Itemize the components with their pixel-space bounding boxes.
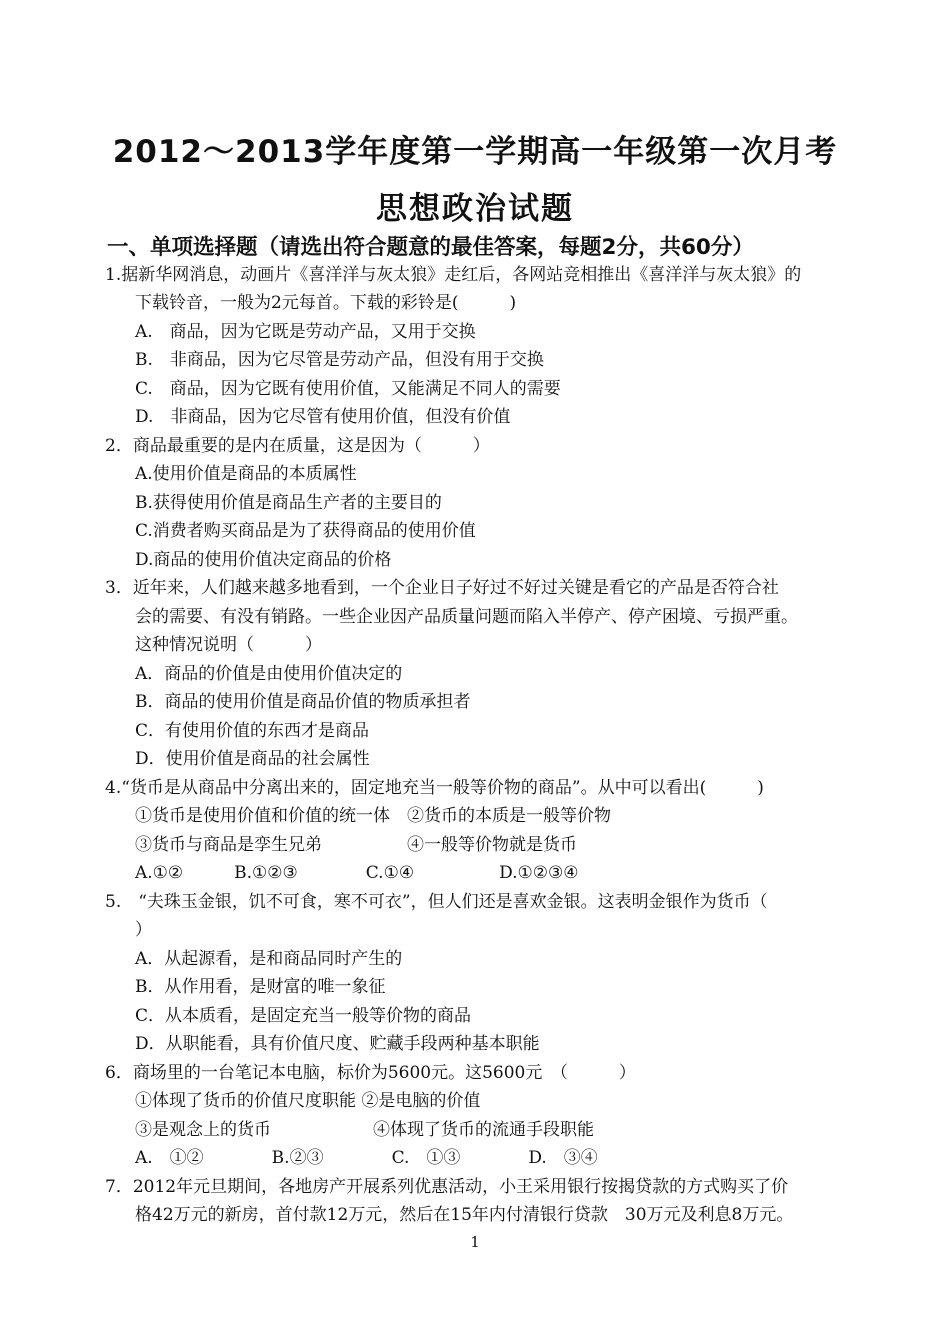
- section-heading: 一、单项选择题（请选出符合题意的最佳答案，每题2分，共60分）: [107, 235, 754, 260]
- question-4-statements: ①货币是使用价值和价值的统一体 ②货币的本质是一般等价物: [135, 806, 611, 826]
- exam-title: 2012～2013学年度第一学期高一年级第一次月考: [112, 134, 838, 170]
- question-1-option-d: D. 非商品，因为它尽管有使用价值，但没有价值: [135, 407, 511, 427]
- page-number: 1: [470, 1233, 480, 1251]
- question-1-option-b: B. 非商品，因为它尽管是劳动产品，但没有用于交换: [135, 350, 544, 370]
- question-4-stem: 4.“货币是从商品中分离出来的，固定地充当一般等价物的商品”。从中可以看出( ): [105, 778, 764, 798]
- question-3-stem: 3．近年来，人们越来越多地看到，一个企业日子好过不好过关键是看它的产品是否符合社: [105, 578, 779, 598]
- question-5-option-a: A．从起源看，是和商品同时产生的: [135, 949, 403, 969]
- question-3-stem-cont: 会的需要、有没有销路。一些企业因产品质量问题而陷入半停产、停产困境、亏损严重。: [135, 607, 798, 627]
- question-2-option-b: B.获得使用价值是商品生产者的主要目的: [135, 493, 442, 513]
- question-2-option-d: D.商品的使用价值决定商品的价格: [135, 550, 392, 570]
- question-3-option-c: C．有使用价值的东西才是商品: [135, 721, 370, 741]
- question-1-stem: 1.据新华网消息，动画片《喜洋洋与灰太狼》走红后，各网站竞相推出《喜洋洋与灰太狼》的: [105, 265, 802, 285]
- question-5-option-b: B．从作用看，是财富的唯一象征: [135, 977, 386, 997]
- exam-subtitle: 思想政治试题: [376, 191, 574, 227]
- question-5-option-d: D．从职能看，具有价值尺度、贮藏手段两种基本职能: [135, 1034, 540, 1054]
- question-6-options: A. ①② B.②③ C. ①③ D. ③④: [135, 1148, 598, 1168]
- question-5-option-c: C．从本质看，是固定充当一般等价物的商品: [135, 1006, 472, 1026]
- question-1-stem-cont: 下载铃音，一般为2元每首。下载的彩铃是( ): [135, 293, 517, 313]
- question-4-options: A.①② B.①②③ C.①④ D.①②③④: [135, 863, 579, 883]
- question-6-statements: ①体现了货币的价值尺度职能 ②是电脑的价值: [135, 1091, 481, 1111]
- question-3-option-a: A．商品的价值是由使用价值决定的: [135, 664, 403, 684]
- question-3-option-d: D．使用价值是商品的社会属性: [135, 749, 370, 769]
- question-6-stem: 6．商场里的一台笔记本电脑，标价为5600元。这5600元 （ ）: [105, 1063, 636, 1083]
- question-6-statements: ③是观念上的货币 ④体现了货币的流通手段职能: [135, 1120, 594, 1140]
- question-4-statements: ③货币与商品是孪生兄弟 ④一般等价物就是货币: [135, 835, 577, 855]
- question-2-stem: 2．商品最重要的是内在质量，这是因为（ ）: [105, 436, 490, 456]
- question-2-option-a: A.使用价值是商品的本质属性: [135, 464, 357, 484]
- question-1-option-c: C. 商品，因为它既有使用价值，又能满足不同人的需要: [135, 379, 561, 399]
- question-1-option-a: A. 商品，因为它既是劳动产品，又用于交换: [135, 322, 476, 342]
- question-3-stem-cont: 这种情况说明（ ）: [135, 635, 322, 655]
- question-3-option-b: B．商品的使用价值是商品价值的物质承担者: [135, 692, 471, 712]
- question-7-stem: 7．2012年元旦期间，各地房产开展系列优惠活动，小王采用银行按揭贷款的方式购买了价: [105, 1177, 789, 1197]
- question-7-stem-cont: 格42万元的新房，首付款12万元，然后在15年内付清银行贷款 30万元及利息8万元。: [135, 1205, 794, 1225]
- question-5-stem-cont: ）: [135, 920, 152, 940]
- question-2-option-c: C.消费者购买商品是为了获得商品的使用价值: [135, 521, 476, 541]
- question-5-stem: 5. “夫珠玉金银，饥不可食，寒不可衣”，但人们还是喜欢金银。这表明金银作为货币（: [105, 892, 768, 912]
